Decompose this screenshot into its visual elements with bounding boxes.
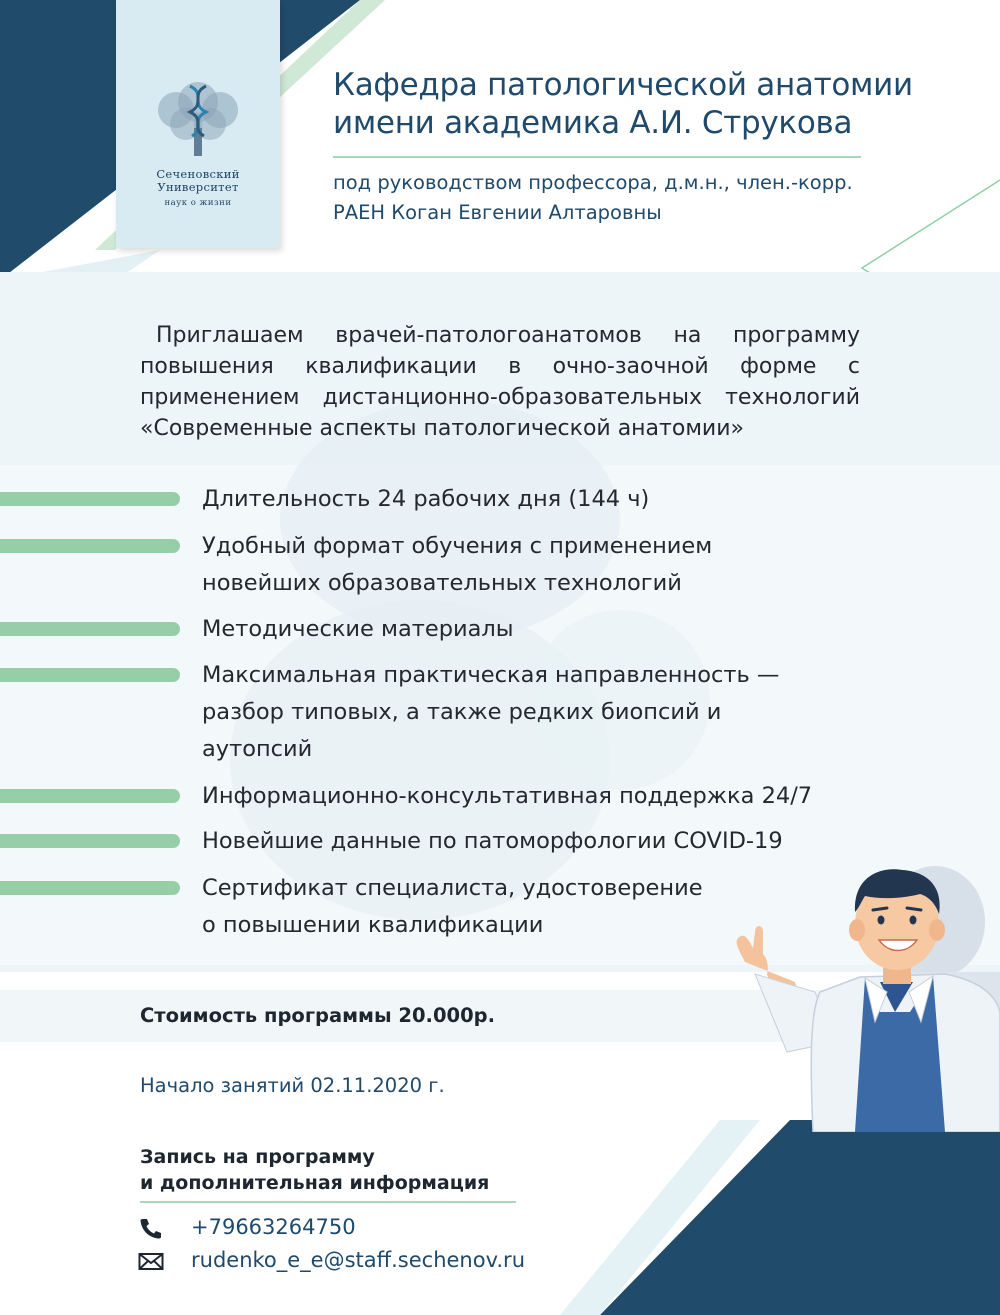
feature-line: Длительность 24 рабочих дня (144 ч) bbox=[202, 486, 650, 512]
email-address[interactable]: rudenko_e_e@staff.sechenov.ru bbox=[191, 1248, 526, 1272]
feature-line: разбор типовых, а также редких биопсий и bbox=[202, 699, 722, 725]
feature-line: Удобный формат обучения с применением bbox=[202, 533, 713, 559]
contact-heading bbox=[140, 1144, 489, 1196]
feature-bullet-bar bbox=[0, 492, 180, 506]
department-head-line-2: РАЕН Коган Евгении Алтаровны bbox=[333, 201, 662, 224]
feature-text bbox=[202, 481, 882, 518]
contact-divider bbox=[140, 1201, 516, 1203]
phone-number[interactable]: +79663264750 bbox=[191, 1215, 356, 1239]
logo-tagline: наук о жизни bbox=[164, 198, 232, 208]
feature-bullet-bar bbox=[0, 834, 180, 848]
feature-line: Информационно-консультативная поддержка 24/7 bbox=[202, 783, 813, 809]
feature-bullet-bar bbox=[0, 622, 180, 636]
feature-line: Методические материалы bbox=[202, 616, 514, 642]
department-title-line-1: Кафедра патологической анатомии bbox=[333, 67, 913, 103]
logo-tree-icon bbox=[146, 80, 250, 160]
feature-text bbox=[202, 657, 882, 768]
feature-line: Максимальная практическая направленность — bbox=[202, 662, 780, 688]
feature-line: Новейшие данные по патоморфологии COVID-19 bbox=[202, 828, 783, 854]
feature-line: аутопсий bbox=[202, 736, 313, 762]
intro-paragraph: Приглашаем врачей-патологоанатомов на программу повышения квалификации в очно-заочной форме с применением дистанционно-образовательных технологий «Современные аспекты патологической анатомии» bbox=[140, 323, 860, 441]
feature-bullet-bar bbox=[0, 789, 180, 803]
university-logo-card bbox=[116, 0, 280, 248]
program-price: Стоимость программы 20.000р. bbox=[140, 1004, 496, 1027]
feature-text bbox=[202, 611, 882, 648]
phone-icon bbox=[138, 1217, 164, 1239]
logo-line-2: Университет bbox=[157, 180, 239, 194]
feature-text bbox=[202, 528, 882, 602]
feature-bullet-bar bbox=[0, 668, 180, 682]
department-head bbox=[333, 168, 893, 228]
department-title bbox=[333, 66, 933, 142]
logo-line-1: Сеченовский bbox=[156, 167, 240, 181]
feature-line: новейших образовательных технологий bbox=[202, 570, 682, 596]
department-head-line-1: под руководством профессора, д.м.н., член.-корр. bbox=[333, 171, 853, 194]
feature-line: о повышении квалификации bbox=[202, 912, 544, 938]
feature-bullet-bar bbox=[0, 539, 180, 553]
start-date: Начало занятий 02.11.2020 г. bbox=[140, 1074, 445, 1097]
feature-bullet-bar bbox=[0, 881, 180, 895]
feature-text bbox=[202, 778, 882, 815]
feature-text bbox=[202, 823, 882, 860]
doctor-illustration bbox=[715, 862, 1000, 1132]
contact-heading-line-2: и дополнительная информация bbox=[140, 1172, 490, 1194]
feature-line: Сертификат специалиста, удостоверение bbox=[202, 875, 703, 901]
header-divider bbox=[333, 156, 861, 158]
contact-heading-line-1: Запись на программу bbox=[140, 1146, 375, 1168]
envelope-icon bbox=[138, 1250, 164, 1272]
department-title-line-2: имени академика А.И. Струкова bbox=[333, 105, 853, 141]
